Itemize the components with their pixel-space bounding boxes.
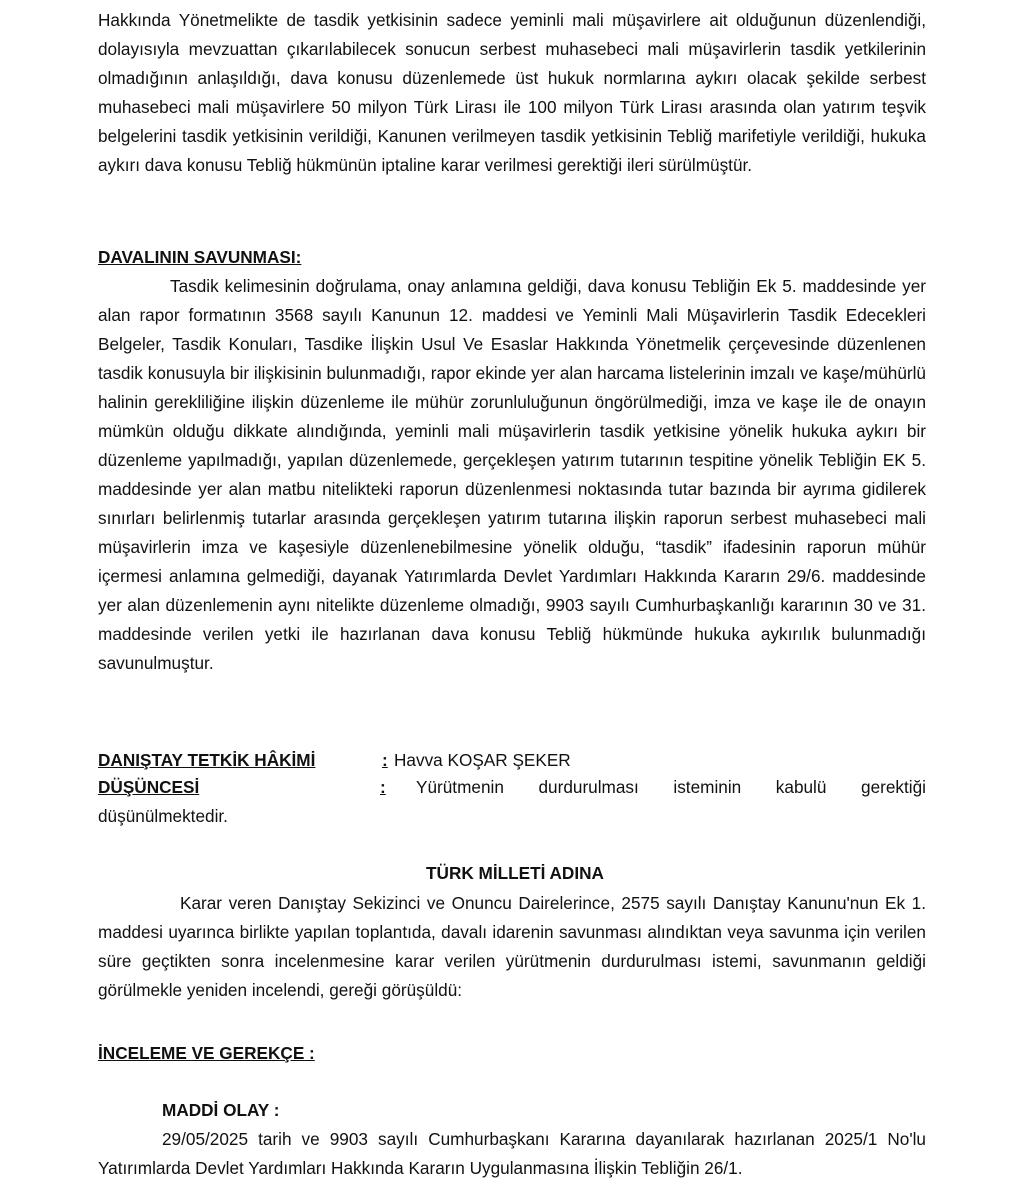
judge-label: DANIŞTAY TETKİK HÂKİMİ	[98, 750, 316, 770]
review-paragraph: 29/05/2025 tarih ve 9903 sayılı Cumhurbaşkanı Kararına dayanılarak hazırlanan 2025/1 No'lu Yatırımlarda Devlet Yardımları Hakkında Kararın Uygulanmasına İlişkin Tebliğin 26/1.	[98, 1129, 926, 1178]
judge-name: Havva KOŞAR ŞEKER	[394, 750, 571, 770]
opinion-text-line2: düşünülmektedir.	[98, 806, 228, 826]
material-fact-heading: MADDİ OLAY :	[162, 1100, 280, 1120]
defense-paragraph: Tasdik kelimesinin doğrulama, onay anlamına geldiği, dava konusu Tebliğin Ek 5. maddesinde yer alan rapor formatının 3568 sayılı Kanunun 12. maddesi ve Yeminli Mali Müşavirlerin Tasdik Edecekleri Belgeler, Tasdik Konuları, Tasdike İlişkin Usul Ve Esaslar Hakkında Yönetmelik çerçevesinde düzenlenen tasdik konusuyla bir ilişkisinin bulunmadığı, rapor ekinde yer alan harcama listelerinin imzalı ve kaşe/mühürlü halinin gerekliliğine ilişkin düzenleme ile mühür zorunluluğunun öngörülmediği, imza ve kaşe ile de onayın mümkün olduğu dikkate alındığında, yeminli mali müşavirlerin tasdik yetkisine yönelik hukuka aykırı bir düzenleme yapılmadığı, yapılan düzenlemede, gerçekleşen yatırım tutarının tespitine yönelik Tebliğin EK 5. maddesinde yer alan matbu nitelikteki raporun düzenlenmesi noktasında tutar bazında bir ayrıma gidilerek sınırları belirlenmiş tutarlar arasında gerçekleşen yatırım tutarına ilişkin raporun serbest muhasebeci mali müşavirlerin imza ve kaşesiyle düzenlenebilmesine yönelik olduğu, “tasdik” ifadesinin raporun mühür içermesi anlamına gelmediği, dayanak Yatırımlarda Devlet Yardımları Hakkında Kararın 29/6. maddesinde yer alan düzenlemenin aynı nitelikte düzenleme olmadığı, 9903 sayılı Cumhurbaşkanlığı kararının 30 ve 31. maddesinde verilen yetki ile hazırlanan dava konusu Tebliğ hükmünde hukuka aykırılık bulunmadığı savunulmuştur.	[98, 276, 926, 673]
decision-paragraph: Karar veren Danıştay Sekizinci ve Onuncu Dairelerince, 2575 sayılı Danıştay Kanunu'nun Ek 1. maddesi uyarınca birlikte yapılan toplantıda, davalı idarenin savunması alındıktan veya savunma için verilen süre geçtikten sonra incelenmesine karar verilen yürütmenin durdurulması istemi, savunmanın geldiği görülmekle yeniden incelendi, gereği görüşüldü:	[98, 893, 926, 1000]
decision-title: TÜRK MİLLETİ ADINA	[426, 863, 604, 883]
opinion-text-line1: Yürütmenin durdurulması isteminin kabulü gerektiği	[416, 777, 926, 797]
defense-heading: DAVALININ SAVUNMASI:	[98, 247, 302, 267]
opinion-colon: :	[380, 777, 386, 797]
opinion-label: DÜŞÜNCESİ	[98, 777, 200, 797]
opinion-row	[98, 773, 926, 833]
judge-colon: :	[382, 750, 388, 770]
intro-paragraph: Hakkında Yönetmelikte de tasdik yetkisinin sadece yeminli mali müşavirlere ait olduğunun düzenlendiği, dolayısıyla mevzuattan çıkarılabilecek sonucun serbest muhasebeci mali müşavirlerin tasdik yetkilerinin olmadığının anlaşıldığı, dava konusu düzenlemede üst hukuk normlarına aykırı olacak şekilde serbest muhasebeci mali müşavirlere 50 milyon Türk Lirası ile 100 milyon Türk Lirası arasında olan yatırım teşvik belgelerini tasdik yetkisinin verildiği, Kanunen verilmeyen tasdik yetkisinin Tebliğ marifetiyle verildiği, hukuka aykırı dava konusu Tebliğ hükmünün iptaline karar verilmesi gerektiği ileri sürülmüştür.	[98, 10, 926, 175]
review-heading: İNCELEME VE GEREKÇE :	[98, 1043, 315, 1063]
